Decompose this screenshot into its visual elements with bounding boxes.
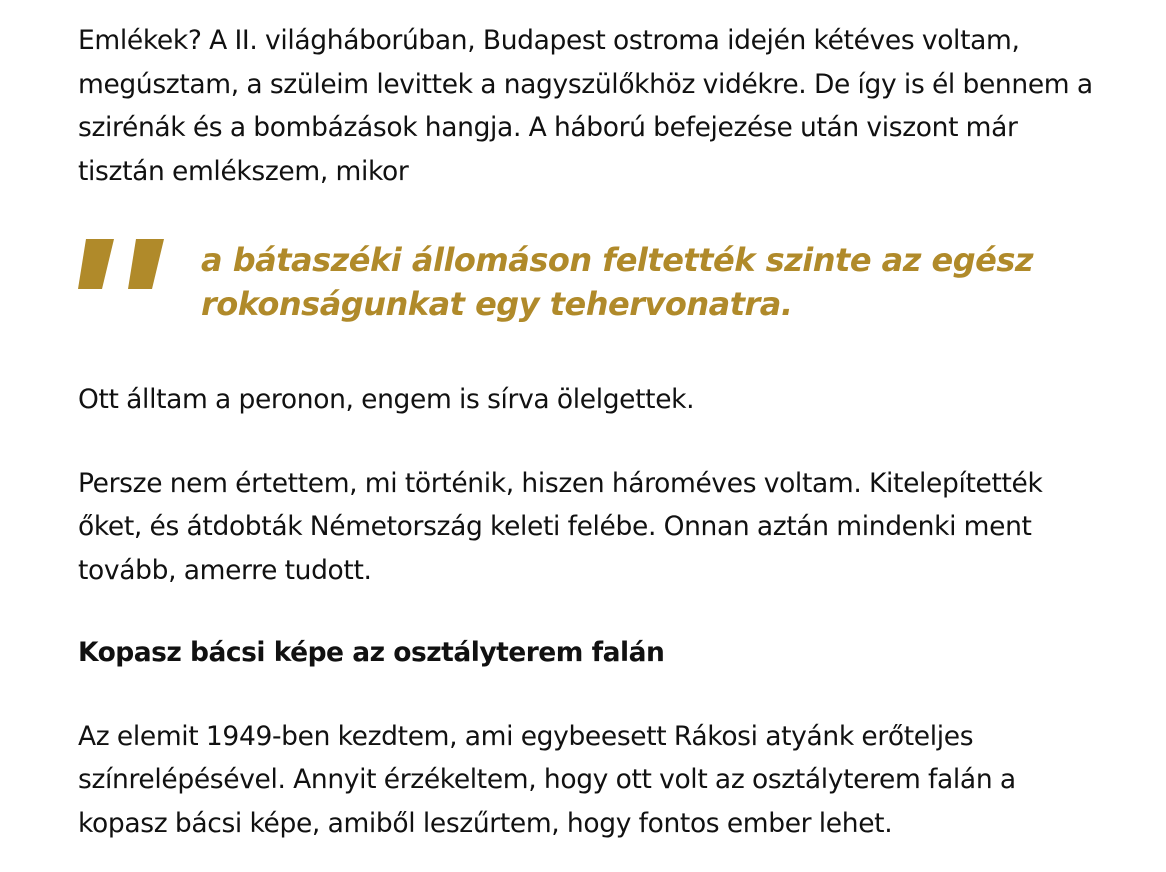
- article-body: [78, 19, 1108, 845]
- paragraph-intro: Emlékek? A II. világháborúban, Budapest ostroma idején kétéves voltam, megúsztam, a szüleim levittek a nagyszülőkhöz vidékre. De így is él bennem a szirénák és a bombázások hangja. A háború befejezése után viszont már tisztán emlékszem, mikor: [78, 25, 1093, 187]
- pull-quote: [78, 238, 1108, 338]
- paragraph-deportation: Persze nem értettem, mi történik, hiszen hároméves voltam. Kitelepítették őket, és átdobták Németország keleti felébe. Onnan aztán mindenki ment tovább, amerre tudott.: [78, 467, 1043, 586]
- paragraph-school: Az elemit 1949-ben kezdtem, ami egybeesett Rákosi atyánk erőteljes színrelépésével. Annyit érzékeltem, hogy ott volt az osztályterem falán a kopasz bácsi képe, amiből leszűrtem, hogy fontos ember lehet.: [78, 720, 1016, 839]
- pull-quote-text: a bátaszéki állomáson feltették szinte az egész rokonságunkat egy tehervonatra.: [201, 241, 1034, 323]
- section-subheading: Kopasz bácsi képe az osztályterem falán: [78, 637, 665, 668]
- paragraph-peron: Ott álltam a peronon, engem is sírva ölelgettek.: [78, 384, 695, 415]
- quote-mark-icon: [78, 239, 164, 289]
